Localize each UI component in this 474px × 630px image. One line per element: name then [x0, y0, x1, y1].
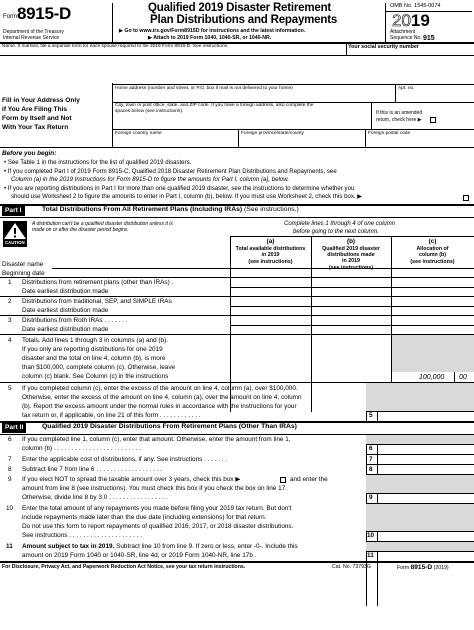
line-3-date-label: Date earliest distribution made	[22, 326, 109, 333]
line-4-col-c-shaded	[392, 335, 474, 372]
line-5-text-1: If you completed column (c), enter the excess of the amount on line 4, column (a), over $100,000.	[22, 385, 298, 392]
line-2-number: 2	[8, 298, 12, 305]
worksheet-2-checkbox[interactable]	[463, 195, 469, 201]
line-8-text: Subtract line 7 from line 6 . . . . . . . . . . . . . . . . . . .	[22, 466, 162, 473]
line-4-col-a-input[interactable]	[231, 335, 311, 382]
apt-no-field[interactable]	[396, 85, 472, 102]
line-9-text-3: amount from line 8 (see instructions). You must check this box if you check the box on line 17.	[22, 485, 287, 492]
line-1-col-a-input[interactable]	[231, 278, 311, 287]
line-3-text: Distributions from Roth IRAs . . . . . . .	[22, 317, 128, 324]
line-9-checkbox[interactable]	[280, 477, 286, 483]
line-9-box-label: 9	[369, 494, 373, 501]
part-1-title: Total Distributions From All Retirement Plans (Including IRAs) (See instructions.)	[42, 206, 299, 213]
line-2-text: Distributions from traditional, SEP, and SIMPLE IRAs	[22, 298, 172, 305]
caution-text-1: A distribution can't be a qualified disaster distribution unless it is	[32, 221, 173, 227]
line-5-number: 5	[8, 385, 12, 392]
disaster-name-label: Disaster name	[2, 261, 44, 268]
foreign-country-label: Foreign country name	[115, 131, 162, 136]
before-bullet-3a: • If you are reporting distributions in Part I for more than one qualified 2019 disaster, see the instructions to determine whether you	[4, 185, 355, 192]
fill-in-address-2: if You Are Filing This	[2, 106, 68, 113]
line-4-col-b-input[interactable]	[312, 335, 391, 382]
col-b-header-2: distributions made	[327, 251, 375, 258]
line-4-text-3: disaster and the total on line 4, column (b), is more	[22, 355, 166, 362]
line-5-text-2: Otherwise, enter the excess of the amount on line 4, column (a), over the amount on line 4, column	[22, 394, 302, 401]
line-1-date-label: Date earliest distribution made	[22, 288, 109, 295]
line-3-col-c-input[interactable]	[392, 316, 474, 325]
line-1-col-b-input[interactable]	[312, 278, 391, 287]
line-4-text-2: If you only are reporting distributions for one 2019	[22, 346, 163, 353]
before-bullet-2a: • If you completed Part I of 2019 Form 8915-C, Qualified 2018 Disaster Retirement Plan Distributions and Repayments, see	[4, 168, 337, 175]
line-11-input[interactable]	[378, 552, 474, 561]
before-you-begin-heading: Before you begin:	[2, 150, 57, 157]
col-c-header-1: Allocation of	[416, 245, 449, 252]
amended-return-checkbox[interactable]	[430, 117, 436, 123]
line-9-text-2: and enter the	[290, 476, 328, 483]
line-10-text-4: See instructions . . . . . . . . . . . . . . . . . . . . .	[22, 532, 143, 539]
sequence-number: 915	[423, 35, 435, 42]
line-4-text-1: Totals. Add lines 1 through 3 in columns (a) and (b).	[22, 337, 168, 344]
line-7-number: 7	[8, 456, 12, 463]
caution-text-2: made on or after the disaster period begins.	[32, 227, 129, 233]
line-9-text-4: Otherwise, divide line 8 by 3.0 . . . . . . . . . . . . . . . . .	[22, 494, 168, 501]
beginning-date-label: Beginning date	[2, 270, 45, 277]
city-label-1: City, town or post office, state, and ZIP code. If you have a foreign address, also complete the	[115, 103, 314, 108]
attach-instructions: ▶ Attach to 2019 Form 1040, 1040-SR, or 1040-NR.	[148, 35, 272, 41]
line-4-number: 4	[8, 337, 12, 344]
line-5-box-label: 5	[369, 412, 373, 419]
line-6-box-label: 6	[369, 445, 373, 452]
col-a-letter: (a)	[266, 238, 275, 245]
line-7-input[interactable]	[378, 455, 474, 464]
col-c-header-3: (see instructions)	[410, 259, 455, 266]
line-4-text-5: column (c) blank. See Column (c) in the instructions	[22, 373, 169, 380]
col-a-header-3: (see instructions)	[248, 259, 293, 266]
line-3-col-b-input[interactable]	[312, 316, 391, 325]
line-11-box-label: 11	[367, 552, 374, 559]
foreign-province-field[interactable]	[239, 130, 365, 146]
line-4-col-c-cents: 00	[459, 374, 467, 381]
footer-notice: For Disclosure, Privacy Act, and Paperwork Reduction Act Notice, see your tax return instructions.	[2, 564, 246, 570]
line-4-text-4: than $100,000, complete column (c). Otherwise, leave	[22, 364, 176, 371]
col-a-header-2: in 2019	[261, 252, 280, 259]
line-2-col-b-input[interactable]	[312, 297, 391, 306]
fill-in-address-1: Fill in Your Address Only	[2, 97, 80, 104]
ssn-label: Your social security number	[348, 44, 419, 50]
foreign-postal-field[interactable]	[366, 130, 472, 146]
foreign-postal-label: Foreign postal code	[368, 131, 411, 136]
line-10-text-3: Do not use this form to report repayments of qualified 2016, 2017, or 2018 disaster distributions.	[22, 523, 294, 530]
line-1-col-c-input[interactable]	[392, 278, 474, 287]
disaster-name-field[interactable]	[52, 268, 230, 269]
col-b-header-1: Qualified 2019 disaster	[322, 245, 380, 252]
form-word: Form	[3, 14, 17, 20]
line-10-text-1: Enter the total amount of any repayments you made before filing your 2019 tax return. But don't	[22, 505, 292, 512]
line-8-number: 8	[8, 466, 12, 473]
tax-year: 2019	[392, 11, 430, 30]
line-2-date-label: Date earliest distribution made	[22, 307, 109, 314]
foreign-country-field[interactable]	[113, 130, 238, 146]
line-3-col-a-input[interactable]	[231, 316, 311, 325]
line-11-number: 11	[6, 543, 13, 550]
line-8-input[interactable]	[378, 465, 474, 474]
line-11-text-2: amount on 2019 Form 1040 or 1040-SR, line 4d; or 2019 Form 1040-NR, line 17b .	[22, 552, 257, 559]
city-label-2: spaces below (see instructions).	[115, 109, 184, 114]
line-10-box-label: 10	[367, 532, 375, 539]
line-6-text-1: If you completed line 1, column (c), enter that amount. Otherwise, enter the amount from line 1,	[22, 436, 291, 443]
line-2-col-c-input[interactable]	[392, 297, 474, 306]
dept-line-2: Internal Revenue Service	[3, 35, 60, 41]
line-10-number: 10	[6, 505, 14, 512]
line-1-number: 1	[8, 279, 12, 286]
city-state-zip-field[interactable]	[113, 103, 371, 129]
line-9-input[interactable]	[378, 494, 474, 503]
complete-lines-1: Complete lines 1 through 4 of one column	[284, 221, 396, 227]
line-4-col-c-value: 100,000	[419, 374, 445, 381]
complete-lines-2: before going to the next column.	[293, 229, 379, 235]
line-5-text-4: tax return or, if applicable, on line 21 of this form . . . . . . . . . . . .	[22, 412, 201, 419]
sequence-label: Sequence No.	[390, 35, 422, 41]
col-a-header-1: Total available distributions	[235, 245, 306, 252]
col-b-header-4: (see instructions)	[328, 264, 374, 271]
amended-label-1: If this is an amended	[376, 110, 423, 116]
footer-cat-no: Cat. No. 73793G	[332, 564, 371, 570]
line-8-box-label: 8	[369, 466, 373, 473]
line-7-text: Enter the applicable cost of distributions, if any. See instructions . . . . . . .	[22, 456, 228, 463]
form-title-line-1: Qualified 2019 Disaster Retirement	[148, 2, 332, 14]
name-field[interactable]	[0, 43, 346, 55]
dept-line-1: Department of the Treasury	[3, 29, 64, 35]
line-11-text-1: Amount subject to tax in 2019. Subtract line 10 from line 9. If zero or less, enter -0-. Include this	[22, 543, 298, 550]
line-10-input[interactable]	[378, 532, 474, 541]
amended-label-2: return, check here ▶	[376, 117, 422, 123]
line-6-input[interactable]	[378, 445, 474, 454]
line-3-number: 3	[8, 317, 12, 324]
part-2-title: Qualified 2019 Disaster Distributions From Retirement Plans (Other Than IRAs)	[42, 423, 297, 430]
form-title-line-2: Plan Distributions and Repayments	[150, 14, 338, 26]
part-1-label: Part I	[2, 206, 25, 216]
before-bullet-1: • See Table 1 in the instructions for the list of qualified 2019 disasters.	[4, 159, 192, 166]
line-2-col-a-input[interactable]	[231, 297, 311, 306]
form-number: 8915-D	[17, 4, 71, 23]
foreign-province-label: Foreign province/state/county	[241, 131, 304, 136]
fill-in-address-4: With Your Tax Return	[2, 124, 69, 131]
caution-icon	[3, 221, 27, 247]
home-address-field[interactable]	[113, 85, 395, 102]
apt-no-label: Apt. no.	[398, 86, 415, 91]
line-5-input[interactable]	[378, 412, 474, 421]
ssn-field[interactable]	[346, 43, 472, 55]
part-2-label: Part II	[2, 423, 26, 433]
goto-instructions: ▶ Go to www.irs.gov/Form8915D for instructions and the latest information.	[119, 28, 306, 34]
line-6-text-2: column (b) . . . . . . . . . . . . . . . . . . . . . . . . .	[22, 445, 141, 452]
line-6-number: 6	[8, 436, 12, 443]
col-c-letter: (c)	[428, 238, 437, 245]
col-b-letter: (b)	[346, 238, 356, 245]
caution-label: CAUTION	[5, 240, 25, 245]
home-address-label: Home address (number and street, or P.O. box if mail is not delivered to your home)	[115, 86, 293, 91]
before-bullet-2b: Column (a) in the 2019 Instructions for Form 8915-D to figure the amounts for Part I, column (a), below.	[11, 176, 290, 183]
name-label: Name. If married, file a separate form for each spouse required to file 2019 Form 8915-D. See instructions.	[2, 44, 229, 49]
before-bullet-3b: should use Worksheet 2 to figure the amounts to enter in Part I, column (b), below. If you must use Worksheet 2, check this box. ▶	[11, 193, 362, 200]
omb-number: OMB No. 1545-0074	[390, 3, 441, 9]
line-7-box-label: 7	[369, 456, 373, 463]
attachment-label: Attachment	[390, 29, 416, 35]
footer-form: Form 8915-D (2019)	[397, 564, 449, 571]
col-b-header-3: in 2019	[342, 258, 360, 265]
col-c-header-2: column (b)	[418, 252, 447, 259]
line-5-text-3: (b). Report the excess amount under the normal rules in accordance with the instructions for your	[22, 403, 297, 410]
line-9-text-1: If you elect NOT to spread the taxable amount over 3 years, check this box ▶	[22, 476, 241, 483]
line-9-number: 9	[8, 476, 12, 483]
fill-in-address-3: Form by Itself and Not	[2, 115, 72, 122]
line-1-text: Distributions from retirement plans (other than IRAs) .	[22, 279, 174, 286]
line-10-text-2: include repayments made later than the due date (including extensions) for that return.	[22, 514, 267, 521]
